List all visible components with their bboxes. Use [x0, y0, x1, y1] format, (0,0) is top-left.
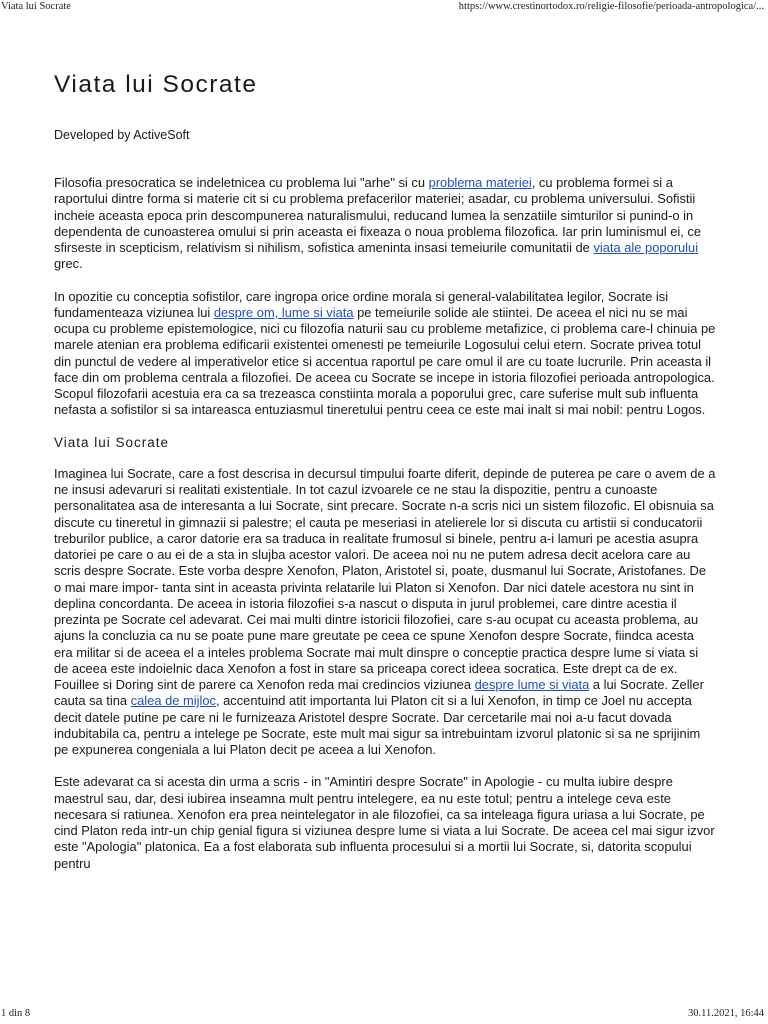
paragraph-1: Filosofia presocratica se indeletnicea cu problema lui "arhe" si cu problema materiei, cu problema formei si a raportului dintre forma si materie cit si cu problema prefacerilor materiei; asadar, cu problema universului. Sofistii incheie aceasta epoca prin descompunerea naturalismului, reducand lumea la senzatiile simturilor si punind-o in dependenta de cunoasterea omului si prin aceasta ei fixeaza o noua problema filozofica. Iar prin luminismul ei, ce sfirseste in scepticism, relativism si nihilism, sofistica ameninta insasi temeiurile comunitatii de viata ale poporului grec. — [54, 175, 702, 272]
link-despre-lume-viata[interactable]: despre lume si viata — [474, 677, 590, 692]
link-calea-de-mijloc[interactable]: calea de mijloc — [130, 693, 216, 709]
print-footer — [0, 1008, 768, 1022]
page-counter: 1 din 8 — [1, 1008, 31, 1019]
paragraph-4: Este adevarat ca si acesta din urma a scris - in "Amintiri despre Socrate" in Apologie - cu multa iubire despre maestrul sau, dar, desi iubirea inseamna mult pentru intelegere, ea nu este totul; pentru a intelege ceva este necesara si ratiunea. Xenofon era prea neintelegator in ale filozofiei, ca sa inteleaga figura uriasa a lui Socrate, pe cind Platon reda intr-un chip genial figura si viziunea despre lume si viata a lui Socrate. De aceea cel mai sigur izvor este "Apologia" platonica. Ea a fost elaborata sub influenta procesului si a mortii lui Socrate, si, datorita scopului pentru — [54, 774, 715, 871]
print-page-title: Viata lui Socrate — [1, 1, 71, 12]
section-heading: Viata lui Socrate — [54, 434, 170, 450]
print-datetime: 30.11.2021, 16:44 — [687, 1008, 764, 1019]
page-title: Viata lui Socrate — [54, 71, 258, 98]
print-header — [0, 1, 768, 15]
link-viata-poporului[interactable]: viata ale poporului — [593, 240, 699, 255]
link-despre-om-lume-viata[interactable]: despre om, lume si viata — [213, 304, 354, 320]
article-body — [54, 175, 716, 888]
paragraph-2: In opozitie cu conceptia sofistilor, care ingropa orice ordine morala si general-valabilitatea legilor, Socrate isi fundamenteaza viziunea lui despre om, lume si viata pe temeiurile solide ale stiintei. De aceea el nici nu se mai ocupa cu probleme epistemologice, nici cu filozofia naturii sau cu probleme metafizice, ci problema care-l chinuia pe marele atenian era problema edificarii existentei omenesti pe temeiurile Logosului celui etern. Socrate privea totul din punctul de vedere al imperativelor etice si accentua raportul pe care omul il are cu toate lucrurile. Prin aceasta il face din om problema centrala a filozofiei. De aceea cu Socrate se incepe in istoria filozofiei perioada antropologica. Scopul filozofarii acestuia era ca sa trezeasca constiinta morala a poporului grec, care suferise mult sub influenta nefasta a sofistilor si sa intareasca entuziasmul tineretului pentru ceea ce este mai inalt si mai nobil: pentru Logos. — [54, 288, 716, 418]
link-problema-materiei[interactable]: problema materiei — [428, 175, 532, 190]
print-url: https://www.crestinortodox.ro/religie-filosofie/perioada-antropologica/... — [458, 1, 764, 12]
byline: Developed by ActiveSoft — [54, 128, 190, 142]
paragraph-3: Imaginea lui Socrate, care a fost descrisa in decursul timpului foarte diferit, depinde de puterea pe care o avem de a ne insusi adevaruri si realitati existentiale. In tot cazul izvoarele ce ne stau la dispozitie, pentru a cunoaste personalitatea asa de interesanta a lui Socrate, sint precare. Socrate n-a scris nici un sistem filozofic. El obisnuia sa discute cu tineretul in gimnazii si palestre; el cauta pe meseriasi in atelierele lor si discuta cu artistii si conducatorii treburilor publice, a caror datorie era sa traduca in realitate frumosul si binele, pentru a-i lamuri pe acestia asupra datoriei pe care o au ei de a sta in slujba acestor valori. De aceea noi nu ne putem adresa decit acelora care au scris despre Socrate. Este vorba despre Xenofon, Platon, Aristotel si, poate, dusmanul lui Socrate, Aristofanes. De o mai mare impor- tanta sint in aceasta privinta relatarile lui Platon si Xenofon. Dar nici datele acestora nu sint in deplina concordanta. De aceea in istoria filozofiei s-a nascut o disputa in jurul problemei, care dintre acestia il prezinta pe Socrate cel adevarat. Cei mai multi dintre istoricii filozofiei, care s-au ocupat cu aceasta problema, au ajuns la concluzia ca nu se poate pune mare greutate pe ceea ce spune Xenofon despre Socrate, fiindca acesta era militar si de aceea el a inteles problema Socrate mai mult dinspre o conceptie practica despre lume si viata si de aceea este indoielnic daca Xenofon a fost in stare sa priceapa corect ideea socratica. Este drept ca de ex. Fouillee si Doring sint de parere ca Xenofon reda mai credincios viziunea despre lume si viata a lui Socrate. Zeller cauta sa tina calea de mijloc, accentuind atit importanta lui Platon cit si a lui Xenofon, in timp ce Joel nu accepta decit datele putine pe care ni le furnizeaza Aristotel despre Socrate. Dar cercetarile mai noi a-u facut dovada indubitabila ca, pentru a intelege pe Socrate, este mult mai sigur sa intrebuintam izvorul platonic si sa ne sprijinim pe expunerea congeniala a lui Platon decit pe aceea a lui Xenofon. — [54, 465, 716, 757]
